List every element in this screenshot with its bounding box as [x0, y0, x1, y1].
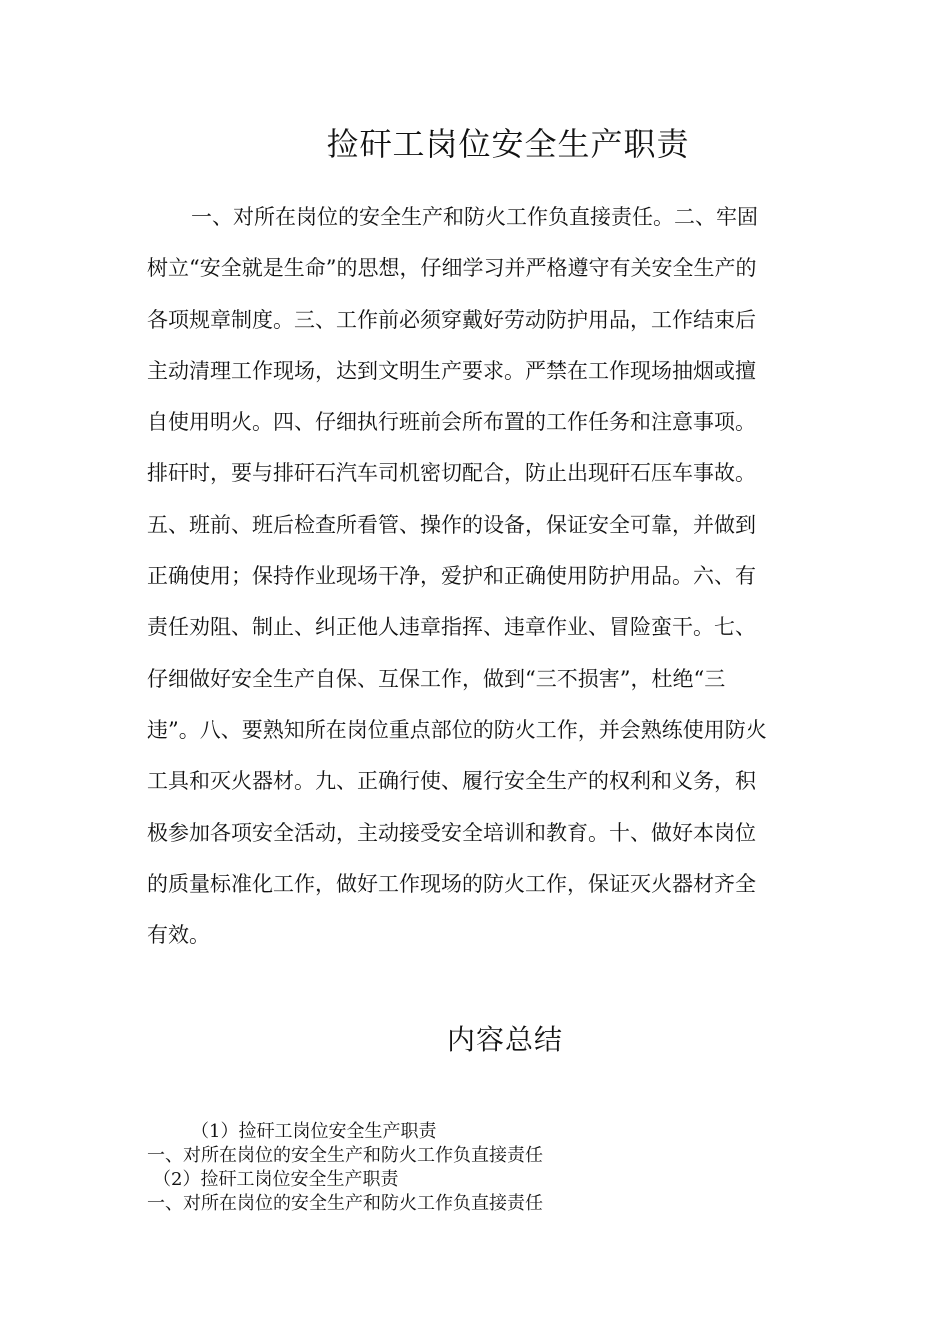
body-line: 排矸时，要与排矸石汽车司机密切配合，防止出现矸石压车事故。 [147, 461, 756, 486]
body-line: 自使用明火。四、仔细执行班前会所布置的工作任务和注意事项。 [147, 410, 756, 435]
summary-line: （2）捡矸工岗位安全生产职责 [153, 1169, 399, 1190]
summary-line: （1）捡矸工岗位安全生产职责 [191, 1121, 437, 1142]
summary-line: 一、对所在岗位的安全生产和防火工作负直接责任 [147, 1145, 543, 1166]
body-line: 的质量标准化工作，做好工作现场的防火工作，保证灭火器材齐全 [147, 871, 756, 896]
document-body [147, 192, 827, 961]
body-line: 责任劝阻、制止、纠正他人违章指挥、违章作业、冒险蛮干。七、 [147, 615, 756, 640]
document-title: 捡矸工岗位安全生产职责 [326, 125, 690, 163]
body-line: 有效。 [147, 923, 210, 948]
body-line: 主动清理工作现场，达到文明生产要求。严禁在工作现场抽烟或擅 [147, 358, 756, 383]
body-line: 正确使用；保持作业现场干净，爱护和正确使用防护用品。六、有 [147, 564, 756, 589]
summary-title: 内容总结 [447, 1023, 564, 1056]
body-line: 工具和灭火器材。九、正确行使、履行安全生产的权利和义务，积 [147, 769, 756, 794]
body-line: 五、班前、班后检查所看管、操作的设备，保证安全可靠，并做到 [147, 512, 756, 537]
summary-section [147, 1120, 827, 1216]
body-line: 树立“安全就是生命”的思想，仔细学习并严格遵守有关安全生产的 [147, 256, 757, 281]
body-line: 仔细做好安全生产自保、互保工作，做到“三不损害”，杜绝“三 [147, 666, 726, 691]
body-line: 违”。八、要熟知所在岗位重点部位的防火工作，并会熟练使用防火 [147, 717, 767, 742]
body-line: 各项规章制度。三、工作前必须穿戴好劳动防护用品，工作结束后 [147, 307, 756, 332]
summary-line: 一、对所在岗位的安全生产和防火工作负直接责任 [147, 1193, 543, 1214]
body-line: 极参加各项安全活动，主动接受安全培训和教育。十、做好本岗位 [147, 820, 756, 845]
body-line: 一、对所在岗位的安全生产和防火工作负直接责任。二、牢固 [191, 205, 758, 229]
